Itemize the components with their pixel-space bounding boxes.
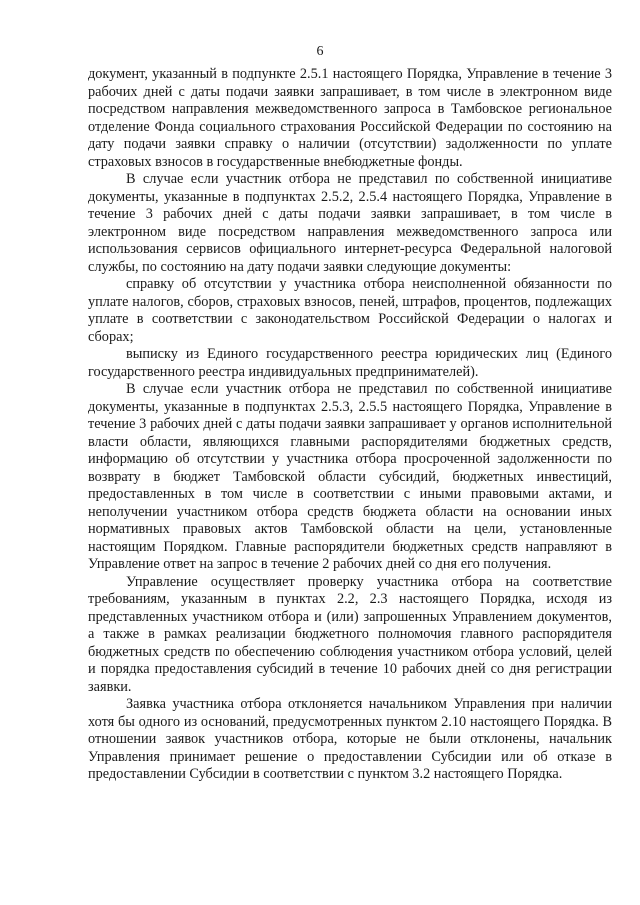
paragraph-participant-check: Управление осуществляет проверку участника отбора на соответствие требованиям, указанным в пунктах 2.2, 2.3 настоящего Порядка, исходя из представленных участником отбора и (или) запрошенных Управлением документов, а также в рамках реализации бюджетного полномочия главного распорядителя бюджетных средств по обеспечению соблюдения участником отбора условий, целей и порядка предоставления субсидий в течение 10 рабочих дней со дня регистрации заявки. [88,573,612,695]
paragraph-registry-extract: выписку из Единого государственного реестра юридических лиц (Единого государственного реестра индивидуальных предпринимателей). [88,346,612,380]
paragraph-budget-debt-request: В случае если участник отбора не представил по собственной инициативе документы, указанные в подпунктах 2.5.3, 2.5.5 настоящего Порядка, Управление в течение 3 рабочих дней с даты подачи заявки запрашивает у органов исполнительной власти области, являющихся главными распорядителями бюджетных средств, информацию об отсутствии у участника отбора просроченной задолженности по возврату в бюджет Тамбовской области субсидий, бюджетных инвестиций, предоставленных в том числе в соответствии с иными правовыми актами, и неполучении участником отбора средств бюджета области на основании иных нормативных правовых актов Тамбовской области на цели, установленные настоящим Порядком. Главные распорядители бюджетных средств направляют в Управление ответ на запрос в течение 2 рабочих дней со дня его получения. [88,381,612,572]
paragraph-continuation: документ, указанный в подпункте 2.5.1 настоящего Порядка, Управление в течение 3 рабочих дней с даты подачи заявки запрашивает, в том числе в электронном виде посредством направления межведомственного запроса в Тамбовское региональное отделение Фонда социального страхования Российской Федерации по состоянию на дату подачи заявки справку о наличии (отсутствии) задолженности по уплате страховых взносов в государственные внебюджетные фонды. [88,66,612,170]
page-number: 6 [316,44,324,59]
paragraph-tax-certificate: справку об отсутствии у участника отбора неисполненной обязанности по уплате налогов, сборов, страховых взносов, пеней, штрафов, процентов, подлежащих уплате в соответствии с законодательством Российской Федерации о налогах и сборах; [88,276,612,345]
document-body [88,66,612,784]
paragraph-application-rejection: Заявка участника отбора отклоняется начальником Управления при наличии хотя бы одного из оснований, предусмотренных пунктом 2.10 настоящего Порядка. В отношении заявок участников отбора, которые не были отклонены, начальник Управления принимает решение о предоставлении Субсидии или об отказе в предоставлении Субсидии в соответствии с пунктом 3.2 настоящего Порядка. [88,696,612,782]
paragraph-fss-nalog-request: В случае если участник отбора не представил по собственной инициативе документы, указанные в подпунктах 2.5.2, 2.5.4 настоящего Порядка, Управление в течение 3 рабочих дней с даты подачи заявки запрашивает, в том числе в электронном виде посредством направления межведомственного запроса или использования сервисов официального интернет-ресурса Федеральной налоговой службы, по состоянию на дату подачи заявки следующие документы: [88,171,612,275]
